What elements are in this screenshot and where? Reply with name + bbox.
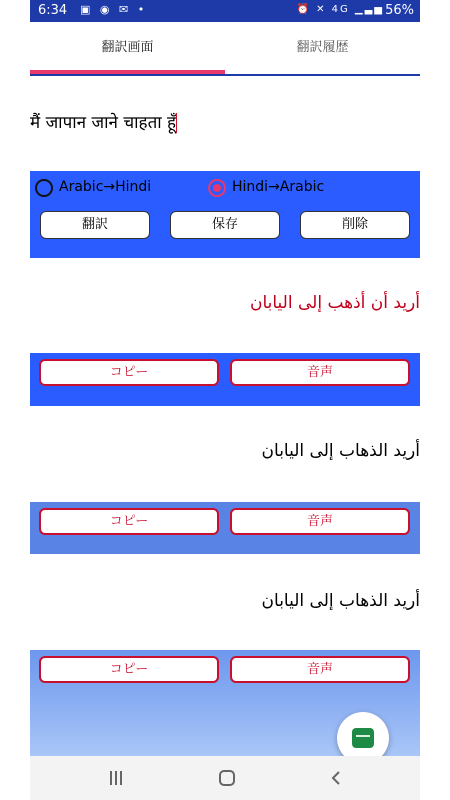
voice-button-1[interactable]: 音声 — [230, 359, 410, 386]
radio-arabic-to-hindi-label: Arabic→Hindi — [59, 179, 152, 195]
status-bar — [30, 0, 420, 22]
copy-button-2[interactable]: コピー — [39, 508, 219, 535]
system-nav-bar — [30, 756, 420, 800]
copy-button-1[interactable]: コピー — [39, 359, 219, 386]
status-time: 6:34 — [38, 3, 68, 18]
copy-button-3[interactable]: コピー — [39, 656, 219, 683]
translation-result-1: أريد أن أذهب إلى اليابان — [249, 293, 420, 313]
notification-icons: ▣ ◉ ✉ • — [80, 3, 148, 16]
radio-checked-icon — [208, 179, 226, 197]
translation-result-2: أريد الذهاب إلى اليابان — [261, 441, 420, 461]
result-actions-1 — [30, 353, 420, 406]
home-icon[interactable] — [219, 770, 235, 786]
translate-button[interactable]: 翻訳 — [40, 211, 150, 239]
source-text: मैं जापान जाने चाहता हूँ — [30, 113, 177, 133]
translate-app-icon — [352, 728, 374, 748]
delete-button[interactable]: 削除 — [300, 211, 410, 239]
text-caret — [176, 113, 177, 133]
radio-hindi-to-arabic-label: Hindi→Arabic — [232, 179, 325, 195]
recent-apps-icon[interactable] — [110, 771, 124, 785]
back-icon[interactable] — [328, 770, 344, 786]
source-text-input[interactable] — [30, 110, 420, 140]
tab-translate[interactable]: 翻訳画面 — [101, 40, 154, 55]
control-panel — [30, 171, 420, 258]
system-icons: ⏰ ✕ 4G ▁▃▅ — [296, 4, 384, 15]
result-actions-2 — [30, 502, 420, 554]
tab-history[interactable]: 翻訳履歴 — [296, 40, 349, 55]
radio-hindi-to-arabic[interactable] — [208, 177, 408, 199]
tab-indicator — [30, 70, 225, 74]
radio-unchecked-icon — [35, 179, 53, 197]
voice-button-2[interactable]: 音声 — [230, 508, 410, 535]
tab-bar — [30, 22, 420, 76]
radio-arabic-to-hindi[interactable] — [35, 177, 205, 199]
battery-level: 56% — [385, 3, 414, 18]
network-label: 4G — [331, 4, 350, 15]
save-button[interactable]: 保存 — [170, 211, 280, 239]
translation-result-3: أريد الذهاب إلى اليابان — [261, 591, 420, 611]
voice-button-3[interactable]: 音声 — [230, 656, 410, 683]
